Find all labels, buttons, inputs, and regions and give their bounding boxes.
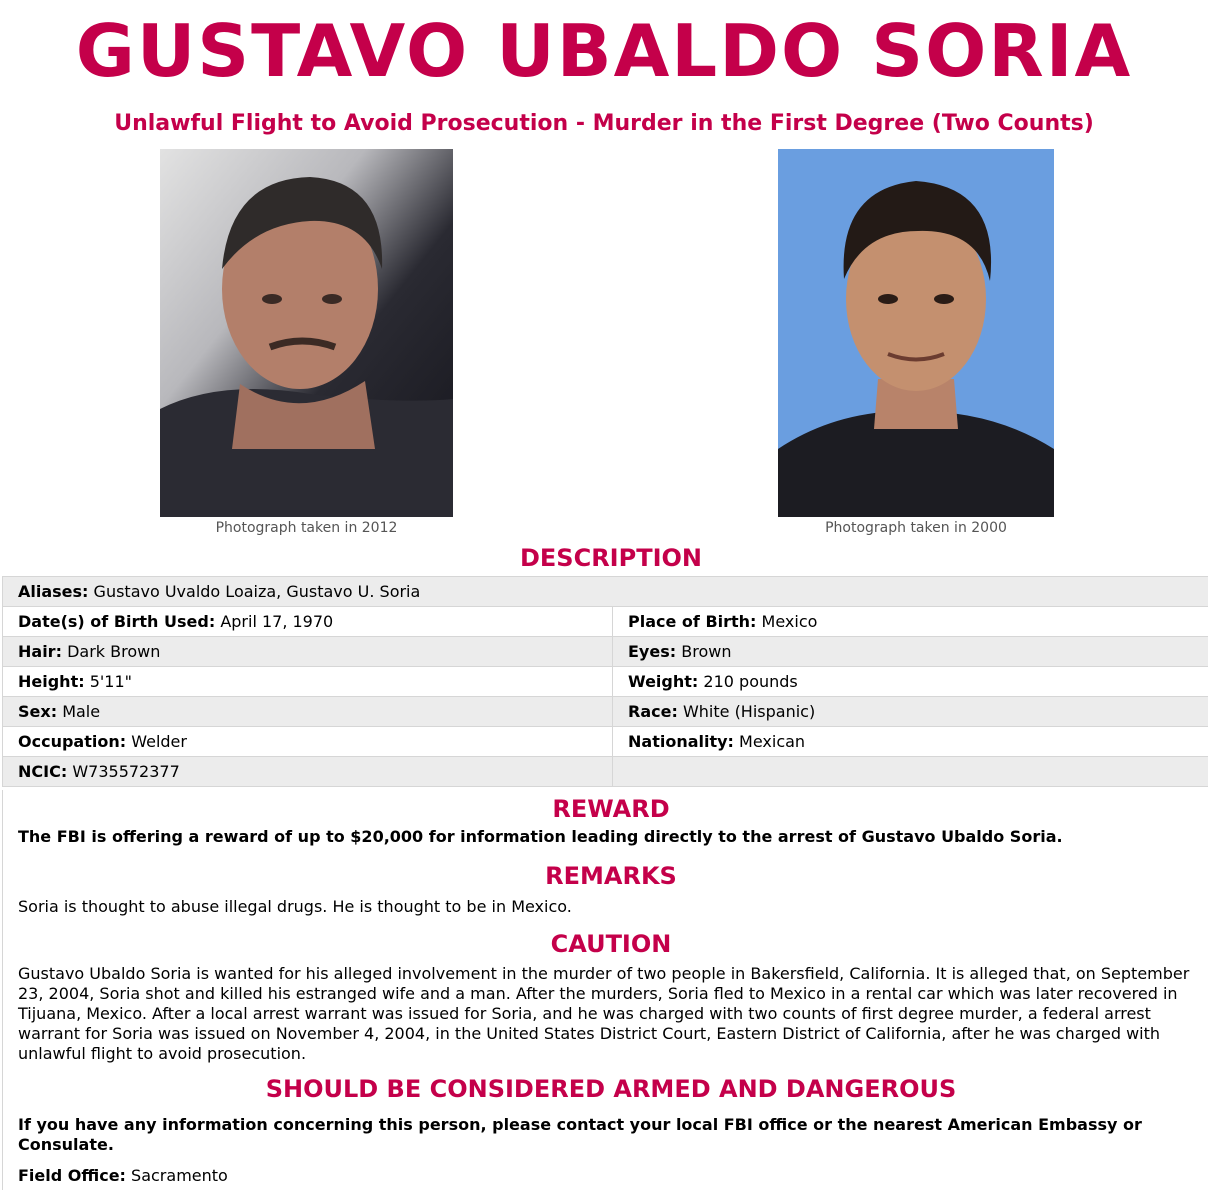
nationality-label: Nationality: <box>628 732 734 751</box>
field-office <box>18 1166 1193 1186</box>
field-office-label: Field Office: <box>18 1166 126 1185</box>
description-table <box>2 576 1208 787</box>
eyes-value: Brown <box>681 642 732 661</box>
suspect-photo-2012[interactable] <box>160 149 453 517</box>
dob-label: Date(s) of Birth Used: <box>18 612 216 631</box>
suspect-photo-2000[interactable] <box>778 149 1054 517</box>
caution-heading: CAUTION <box>550 930 672 958</box>
contact-instructions: If you have any information concerning this person, please contact your local FBI office or the nearest American Embassy or Consulate. <box>18 1115 1142 1154</box>
pob-label: Place of Birth: <box>628 612 757 631</box>
ncic-label: NCIC: <box>18 762 68 781</box>
charge-subtitle: Unlawful Flight to Avoid Prosecution - Murder in the First Degree (Two Counts) <box>114 111 1094 136</box>
hair-value: Dark Brown <box>67 642 161 661</box>
armed-dangerous-heading: SHOULD BE CONSIDERED ARMED AND DANGEROUS <box>265 1075 957 1103</box>
weight-label: Weight: <box>628 672 699 691</box>
photo-2000-illustration <box>778 149 1054 517</box>
reward-text: The FBI is offering a reward of up to $20,000 for information leading directly to the arrest of Gustavo Ubaldo Soria. <box>18 827 1063 846</box>
field-office-value: Sacramento <box>131 1166 228 1185</box>
hair-label: Hair: <box>18 642 62 661</box>
description-row-hair-eyes <box>3 637 1208 667</box>
photo-caption-2012: Photograph taken in 2012 <box>215 520 398 536</box>
sex-label: Sex: <box>18 702 58 721</box>
description-row-height-weight <box>3 667 1208 697</box>
aliases-value: Gustavo Uvaldo Loaiza, Gustavo U. Soria <box>93 582 421 601</box>
description-row-birth <box>3 607 1208 637</box>
nationality-value: Mexican <box>739 732 806 751</box>
description-row-ncic <box>3 757 1208 787</box>
description-row-sex-race <box>3 697 1208 727</box>
ncic-value: W735572377 <box>72 762 180 781</box>
description-row-occupation-nationality <box>3 727 1208 757</box>
sex-value: Male <box>62 702 101 721</box>
description-heading: DESCRIPTION <box>519 544 702 572</box>
race-label: Race: <box>628 702 678 721</box>
remarks-text: Soria is thought to abuse illegal drugs. He is thought to be in Mexico. <box>18 897 572 916</box>
fugitive-name: GUSTAVO UBALDO SORIA <box>75 9 1133 93</box>
occupation-value: Welder <box>131 732 187 751</box>
reward-heading: REWARD <box>552 795 670 823</box>
occupation-label: Occupation: <box>18 732 127 751</box>
photo-caption-2000: Photograph taken in 2000 <box>825 520 1007 536</box>
aliases-label: Aliases: <box>18 582 89 601</box>
pob-value: Mexico <box>761 612 818 631</box>
eyes-label: Eyes: <box>628 642 677 661</box>
remarks-heading: REMARKS <box>545 862 677 890</box>
race-value: White (Hispanic) <box>682 702 816 721</box>
caution-text: Gustavo Ubaldo Soria is wanted for his alleged involvement in the murder of two people in Bakersfield, California. It is alleged that, on September 23, 2004, Soria shot and killed his estranged wife and a man. After the murders, Soria fled to Mexico in a rental car which was later recovered in Tijuana, Mexico. After a local arrest warrant was issued for Soria, and he was charged with two counts of first degree murder, a federal arrest warrant for Soria was issued on November 4, 2004, in the United States District Court, Eastern District of California, after he was charged with unlawful flight to avoid prosecution. <box>18 964 1190 1063</box>
weight-value: 210 pounds <box>703 672 798 691</box>
dob-value: April 17, 1970 <box>220 612 334 631</box>
description-row-aliases <box>3 577 1208 607</box>
height-label: Height: <box>18 672 85 691</box>
photo-2012-illustration <box>160 149 453 517</box>
height-value: 5'11" <box>89 672 133 691</box>
